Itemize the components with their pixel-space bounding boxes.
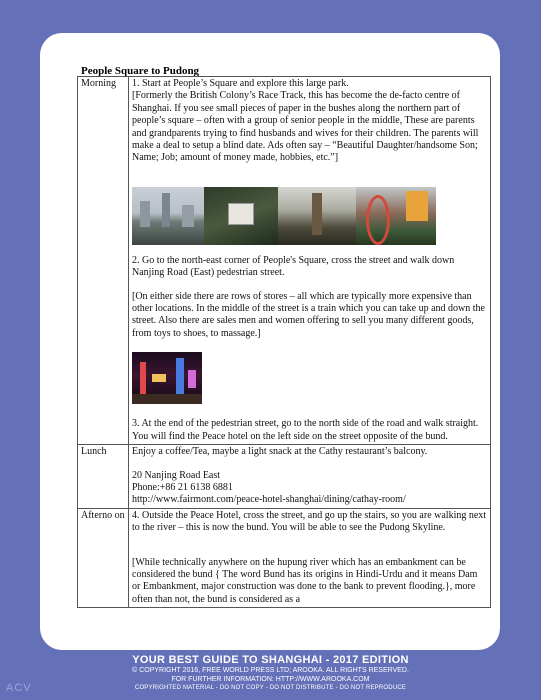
paragraph: Enjoy a coffee/Tea, maybe a light snack at the Cathy restaurant’s balcony. [132,446,428,458]
paragraph: [On either side there are rows of stores – all which are typically more expensive than other locations. In the middle of the street is a train which you can take up and down the street. Also there are sales men and women offering to sell you many different goods, from toys to shoes, to massage.] [132,290,485,339]
table-row-morning [78,77,491,445]
photo-nanjing-road-night [132,352,202,404]
paragraph: 4. Outside the Peace Hotel, cross the street, and go up the stairs, so you are walking next to the river – this is now the bund. You will be able to see the Pudong Skyline. [132,509,487,534]
paragraph: [Formerly the British Colony’s Race Track, this has become the de-facto centre of Shanghai. If you see small pieces of paper in the bushes along the northern part of people’s square – often with a group of senior people in the middle, These are parents and grandparents trying to find husbands and wives for their children. The parents will make a deal to setup a blind date. Ads often say – “Beautiful Daughter/handsome Son; Name; Job; amount of money made, hobbies, etc.”] [132,90,479,164]
table-row-lunch [78,445,491,509]
page-footer [0,654,541,692]
photo-clock-tower [278,187,356,245]
section-title: People Square to Pudong [81,65,200,77]
paragraph: [While technically anywhere on the hupung river which has an embankment can be considered the bund { The word Bund has its origins in Hindi-Urdu and it means Dam or Embankment, major construction was done to the bank to prevent flooding.}, more often than not, the bund is considered as a [132,556,478,605]
photo-amusement-ride [356,187,436,245]
row-label-lunch: Lunch [78,445,129,509]
footer-title: YOUR BEST GUIDE TO SHANGHAI - 2017 EDITION [132,654,409,666]
row-label-afternoon: Afterno on [78,508,129,607]
paragraph: 2. Go to the north-east corner of People's Square, cross the street and walk down Nanjing Road (East) pedestrian street. [132,254,455,279]
photo-people-square-skyline [132,187,204,245]
row-content-morning [129,77,491,445]
paragraph: 1. Start at People’s Square and explore this large park. [132,78,349,89]
photo-strip [132,187,487,245]
itinerary-table [77,76,491,608]
row-content-afternoon [129,508,491,607]
row-content-lunch [129,445,491,509]
row-label-morning: Morning [78,77,129,445]
phone-line: Phone:+86 21 6138 6881 [132,481,233,493]
address-line: 20 Nanjing Road East [132,469,221,481]
footer-info: FOR FURTHER INFORMATION: HTTP://WWW.AROOKA.COM [171,675,370,683]
photo-park-sign [204,187,278,245]
document-page [40,33,500,650]
watermark: ACV [6,682,32,694]
footer-copyright: © COPYRIGHT 2016, FREE WORLD PRESS LTD; AROOKA. ALL RIGHTS RESERVED. [132,667,409,674]
restaurant-url: http://www.fairmont.com/peace-hotel-shanghai/dining/cathay-room/ [132,494,406,506]
paragraph: 3. At the end of the pedestrian street, go to the north side of the road and walk straight. You will find the Peace hotel on the left side on the street opposite of the bund. [132,418,479,442]
footer-warning: COPYRIGHTED MATERIAL - DO NOT COPY - DO NOT DISTRIBUTE - DO NOT REPRODUCE [134,685,407,691]
table-row-afternoon [78,508,491,607]
